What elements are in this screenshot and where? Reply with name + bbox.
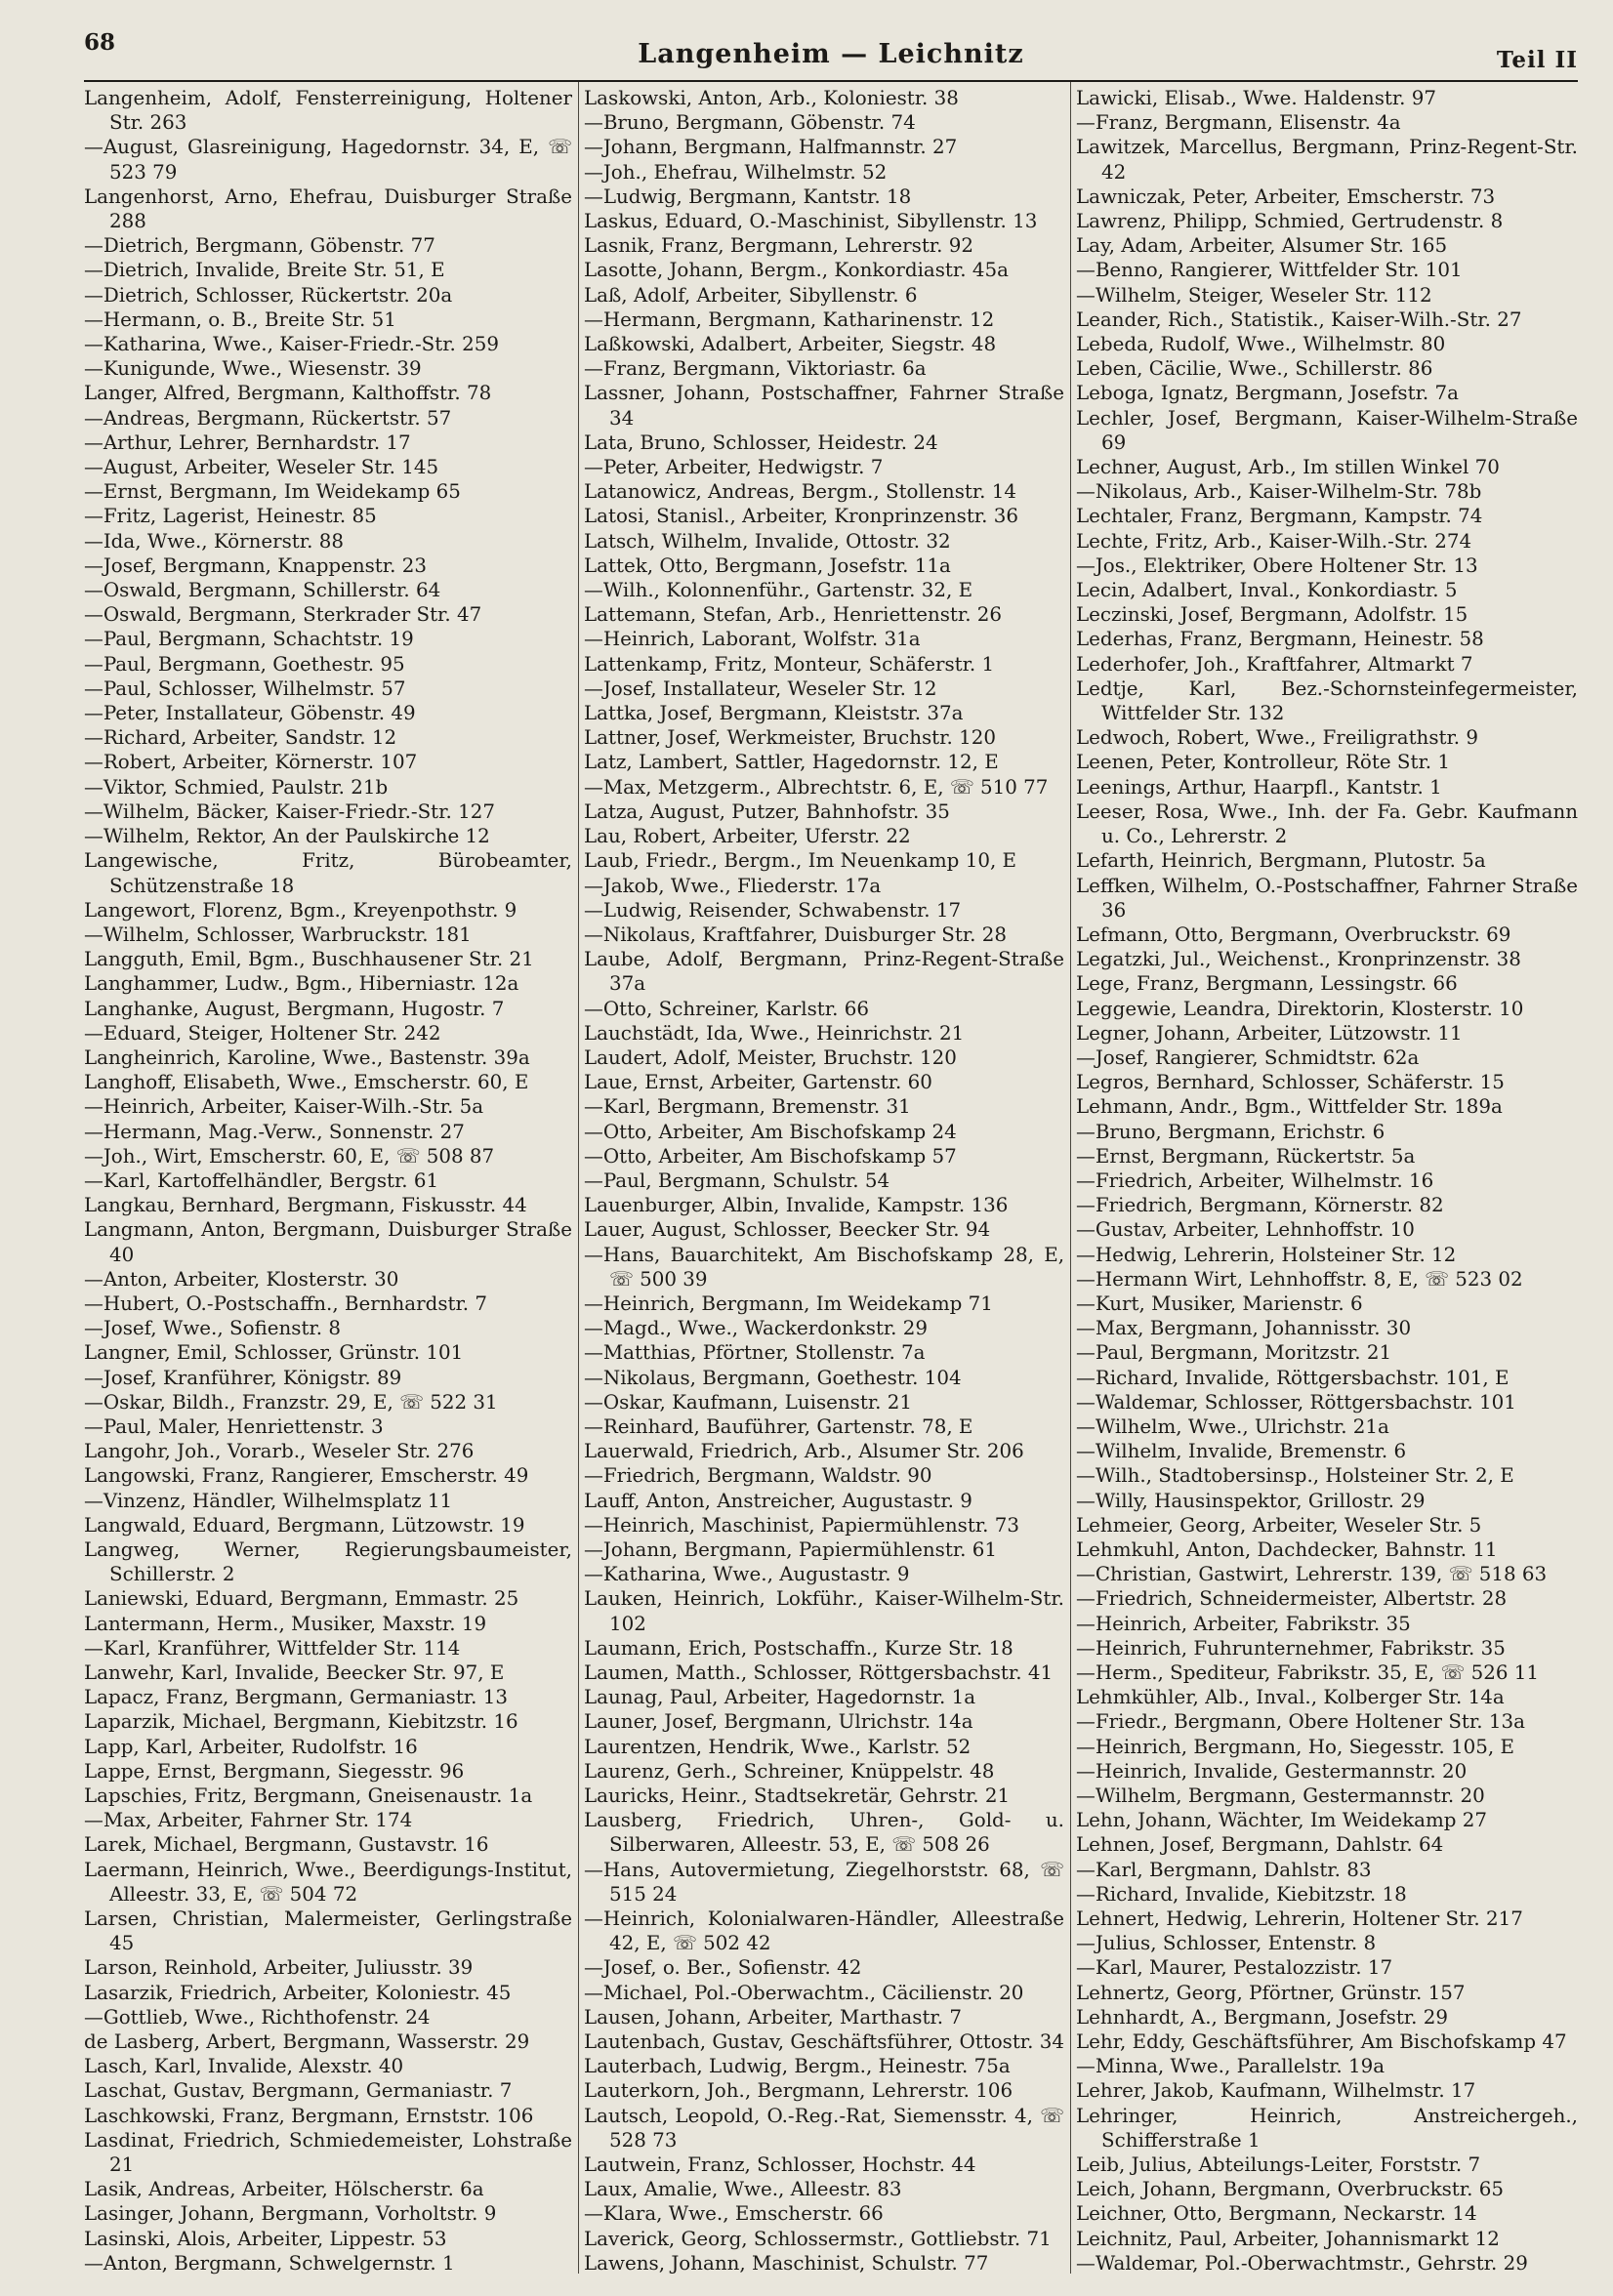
directory-entry: —Heinrich, Kolonialwaren-Händler, Alleestraße 42, E, ☏ 502 42	[584, 1907, 1064, 1955]
directory-entry: —Waldemar, Pol.-Oberwachtmstr., Gehrstr. 29	[1076, 2251, 1528, 2275]
directory-entry: Lattner, Josef, Werkmeister, Bruchstr. 120	[584, 726, 996, 750]
directory-entry: —Max, Arbeiter, Fahrner Str. 174	[84, 1809, 413, 1832]
directory-entry: —Josef, Kranführer, Königstr. 89	[84, 1366, 402, 1389]
directory-entry: —Richard, Invalide, Röttgersbachstr. 101, E	[1076, 1366, 1510, 1389]
directory-entry: —Hermann, Bergmann, Katharinenstr. 12	[584, 308, 995, 331]
directory-entry: —Johann, Bergmann, Halfmannstr. 27	[584, 136, 958, 159]
directory-entry: Lauerwald, Friedrich, Arb., Alsumer Str. 206	[584, 1440, 1024, 1463]
column-2	[584, 86, 1064, 2277]
directory-entry: Langewische, Fritz, Bürobeamter, Schützenstraße 18	[84, 849, 572, 897]
directory-entry: —Minna, Wwe., Parallelstr. 19a	[1076, 2055, 1386, 2078]
directory-entry: —Hans, Bauarchitekt, Am Bischofskamp 28, E, ☏ 500 39	[584, 1243, 1064, 1291]
directory-entry: Lattek, Otto, Bergmann, Josefstr. 11a	[584, 554, 951, 577]
directory-entry: —Paul, Bergmann, Schulstr. 54	[584, 1168, 890, 1192]
directory-entry: Lausen, Johann, Arbeiter, Marthastr. 7	[584, 2005, 962, 2029]
directory-entry: Leenen, Peter, Kontrolleur, Röte Str. 1	[1076, 751, 1451, 774]
directory-entry: Ledwoch, Robert, Wwe., Freiligrathstr. 9	[1076, 726, 1479, 750]
directory-entry: Lebeda, Rudolf, Wwe., Wilhelmstr. 80	[1076, 333, 1446, 356]
directory-entry: —Karl, Bergmann, Dahlstr. 83	[1076, 1858, 1372, 1881]
directory-entry: —Josef, Wwe., Sofienstr. 8	[84, 1317, 341, 1340]
directory-entry: Langowski, Franz, Rangierer, Emscherstr. 49	[84, 1464, 529, 1488]
directory-entry: —August, Glasreinigung, Hagedornstr. 34, E, ☏ 523 79	[84, 136, 572, 184]
directory-entry: Leib, Julius, Abteilungs-Leiter, Forststr. 7	[1076, 2153, 1481, 2177]
directory-entry: Lay, Adam, Arbeiter, Alsumer Str. 165	[1076, 234, 1448, 258]
directory-entry: Lehmkuhl, Anton, Dachdecker, Bahnstr. 11	[1076, 1538, 1498, 1561]
directory-entry: Langwald, Eduard, Bergmann, Lützowstr. 19	[84, 1513, 525, 1537]
directory-entry: Lawicki, Elisab., Wwe. Haldenstr. 97	[1076, 87, 1437, 109]
directory-entry: —Ernst, Bergmann, Im Weidekamp 65	[84, 480, 461, 504]
directory-entry: Lattka, Josef, Bergmann, Kleiststr. 37a	[584, 702, 964, 725]
directory-entry: Launer, Josef, Bergmann, Ulrichstr. 14a	[584, 1710, 973, 1734]
directory-entry: —Friedrich, Bergmann, Waldstr. 90	[584, 1464, 932, 1488]
directory-entry: Lawniczak, Peter, Arbeiter, Emscherstr. 73	[1076, 184, 1496, 208]
directory-entry: —Benno, Rangierer, Wittfelder Str. 101	[1076, 259, 1463, 282]
directory-entry: —Oskar, Kaufmann, Luisenstr. 21	[584, 1390, 913, 1414]
directory-entry: Lautenbach, Gustav, Geschäftsführer, Ottostr. 34	[584, 2030, 1064, 2054]
directory-entry: Lawrenz, Philipp, Schmied, Gertrudenstr. 8	[1076, 210, 1504, 233]
directory-entry: —Joh., Ehefrau, Wilhelmstr. 52	[584, 160, 888, 184]
directory-entry: Lattemann, Stefan, Arb., Henriettenstr. 26	[584, 603, 1003, 627]
directory-entry: Laumann, Erich, Postschaffn., Kurze Str. 18	[584, 1636, 1013, 1660]
directory-entry: —Dietrich, Bergmann, Göbenstr. 77	[84, 234, 435, 258]
directory-entry: Latanowicz, Andreas, Bergm., Stollenstr. 14	[584, 480, 1017, 504]
directory-entry: Laniewski, Eduard, Bergmann, Emmastr. 25	[84, 1587, 519, 1611]
directory-entry: —Dietrich, Schlosser, Rückertstr. 20a	[84, 283, 453, 307]
directory-entry: —Karl, Kartoffelhändler, Bergstr. 61	[84, 1168, 439, 1192]
directory-entry: Langenheim, Adolf, Fensterreinigung, Holtener Str. 263	[84, 87, 572, 135]
directory-entry: Laskowski, Anton, Arb., Koloniestr. 38	[584, 87, 959, 109]
directory-entry: —Heinrich, Bergmann, Ho, Siegesstr. 105, E	[1076, 1735, 1514, 1758]
directory-entry: Lecin, Adalbert, Inval., Konkordiastr. 5	[1076, 579, 1458, 602]
directory-entry: Laue, Ernst, Arbeiter, Gartenstr. 60	[584, 1071, 932, 1094]
directory-entry: —Christian, Gastwirt, Lehrerstr. 139, ☏ 518 63	[1076, 1563, 1548, 1586]
directory-entry: —August, Arbeiter, Weseler Str. 145	[84, 456, 439, 479]
directory-entry: Leczinski, Josef, Bergmann, Adolfstr. 15	[1076, 603, 1468, 627]
directory-entry: Lauchstädt, Ida, Wwe., Heinrichstr. 21	[584, 1021, 965, 1045]
directory-entry: —Wilhelm, Schlosser, Warbruckstr. 181	[84, 922, 472, 946]
directory-entry: —Katharina, Wwe., Kaiser-Friedr.-Str. 259	[84, 333, 500, 356]
directory-entry: —Friedrich, Arbeiter, Wilhelmstr. 16	[1076, 1168, 1434, 1192]
directory-entry: Langewort, Florenz, Bgm., Kreyenpothstr. 9	[84, 898, 517, 922]
directory-entry: Lege, Franz, Bergmann, Lessingstr. 66	[1076, 972, 1458, 996]
directory-entry: Larson, Reinhold, Arbeiter, Juliusstr. 39	[84, 1956, 474, 1980]
directory-entry: Lehnert, Hedwig, Lehrerin, Holtener Str. 217	[1076, 1907, 1523, 1931]
directory-entry: —Oskar, Bildh., Franzstr. 29, E, ☏ 522 31	[84, 1390, 498, 1414]
header-rule	[84, 80, 1578, 82]
directory-entry: Lauken, Heinrich, Lokführ., Kaiser-Wilhelm-Str. 102	[584, 1587, 1064, 1635]
directory-entry: Laparzik, Michael, Bergmann, Kiebitzstr. 16	[84, 1710, 518, 1734]
directory-entry: Lechner, August, Arb., Im stillen Winkel 70	[1076, 456, 1500, 479]
directory-entry: —Anton, Arbeiter, Klosterstr. 30	[84, 1267, 399, 1291]
directory-entry: —Joh., Wirt, Emscherstr. 60, E, ☏ 508 87	[84, 1144, 495, 1168]
directory-entry: —Wilhelm, Steiger, Weseler Str. 112	[1076, 283, 1432, 307]
directory-entry: Lederhas, Franz, Bergmann, Heinestr. 58	[1076, 628, 1484, 651]
directory-entry: Laurenz, Gerh., Schreiner, Knüppelstr. 48	[584, 1759, 995, 1783]
directory-entry: Laskus, Eduard, O.-Maschinist, Sibyllenstr. 13	[584, 210, 1038, 233]
directory-entry: —Herm., Spediteur, Fabrikstr. 35, E, ☏ 526 11	[1076, 1661, 1540, 1684]
directory-entry: —Willy, Hausinspektor, Grillostr. 29	[1076, 1489, 1426, 1512]
directory-entry: Langer, Alfred, Bergmann, Kalthoffstr. 78	[84, 382, 492, 405]
directory-entry: Lehn, Johann, Wächter, Im Weidekamp 27	[1076, 1809, 1488, 1832]
directory-entry: Laermann, Heinrich, Wwe., Beerdigungs-Institut, Alleestr. 33, E, ☏ 504 72	[84, 1858, 572, 1906]
directory-entry: Laß, Adolf, Arbeiter, Sibyllenstr. 6	[584, 283, 918, 307]
directory-entry: —Gustav, Arbeiter, Lehnhoffstr. 10	[1076, 1218, 1415, 1242]
directory-entry: Ledtje, Karl, Bez.-Schornsteinfegermeister, Wittfelder Str. 132	[1076, 676, 1578, 725]
directory-entry: Lehmann, Andr., Bgm., Wittfelder Str. 189a	[1076, 1095, 1503, 1119]
directory-entry: —Max, Metzgerm., Albrechtstr. 6, E, ☏ 510 77	[584, 775, 1049, 799]
directory-entry: —Richard, Arbeiter, Sandstr. 12	[84, 726, 397, 750]
directory-entry: Lapp, Karl, Arbeiter, Rudolfstr. 16	[84, 1735, 418, 1758]
directory-entry: —Ida, Wwe., Körnerstr. 88	[84, 529, 344, 553]
directory-entry: —Heinrich, Bergmann, Im Weidekamp 71	[584, 1292, 993, 1315]
directory-entry: —Wilh., Stadtobersinsp., Holsteiner Str. 2, E	[1076, 1464, 1514, 1488]
directory-entry: Leichnitz, Paul, Arbeiter, Johannismarkt 12	[1076, 2227, 1500, 2250]
directory-entry: —Wilhelm, Bäcker, Kaiser-Friedr.-Str. 127	[84, 800, 495, 823]
directory-entry: —Klara, Wwe., Emscherstr. 66	[584, 2202, 884, 2226]
directory-entry: Lasinger, Johann, Bergmann, Vorholtstr. 9	[84, 2202, 497, 2226]
directory-entry: —Jakob, Wwe., Fliederstr. 17a	[584, 874, 882, 897]
directory-entry: Lawens, Johann, Maschinist, Schulstr. 77	[584, 2251, 989, 2275]
directory-entry: Leben, Cäcilie, Wwe., Schillerstr. 86	[1076, 357, 1433, 381]
directory-entry: —Robert, Arbeiter, Körnerstr. 107	[84, 751, 418, 774]
directory-entry: Lasotte, Johann, Bergm., Konkordiastr. 45a	[584, 259, 1009, 282]
directory-entry: Latsch, Wilhelm, Invalide, Ottostr. 32	[584, 529, 951, 553]
directory-entry: —Wilhelm, Wwe., Ulrichstr. 21a	[1076, 1414, 1389, 1438]
directory-entry: —Anton, Bergmann, Schwelgernstr. 1	[84, 2251, 455, 2275]
directory-entry: —Paul, Bergmann, Goethestr. 95	[84, 652, 405, 676]
directory-entry: —Julius, Schlosser, Entenstr. 8	[1076, 1932, 1377, 1955]
column-divider	[578, 82, 579, 2274]
directory-entry: —Viktor, Schmied, Paulstr. 21b	[84, 775, 389, 799]
directory-entry: de Lasberg, Arbert, Bergmann, Wasserstr. 29	[84, 2030, 530, 2054]
directory-entry: Lauterbach, Ludwig, Bergm., Heinestr. 75a	[584, 2055, 1011, 2078]
directory-entry: —Hermann Wirt, Lehnhoffstr. 8, E, ☏ 523 02	[1076, 1267, 1523, 1291]
directory-entry: Langenhorst, Arno, Ehefrau, Duisburger Straße 288	[84, 184, 572, 233]
page-number: 68	[84, 29, 116, 56]
directory-entry: —Peter, Installateur, Göbenstr. 49	[84, 702, 416, 725]
directory-entry: Leboga, Ignatz, Bergmann, Josefstr. 7a	[1076, 382, 1459, 405]
directory-entry: Laub, Friedr., Bergm., Im Neuenkamp 10, E	[584, 849, 1017, 873]
directory-entry: —Oswald, Bergmann, Sterkrader Str. 47	[84, 603, 482, 627]
page-title: Langenheim — Leichnitz	[638, 39, 1024, 69]
directory-entry: Laschkowski, Franz, Bergmann, Ernststr. 106	[84, 2104, 534, 2127]
directory-entry: —Jos., Elektriker, Obere Holtener Str. 13	[1076, 554, 1478, 577]
directory-entry: Lautsch, Leopold, O.-Reg.-Rat, Siemensstr. 4, ☏ 528 73	[584, 2104, 1064, 2152]
directory-entry: —Kurt, Musiker, Marienstr. 6	[1076, 1292, 1363, 1315]
column-3	[1076, 86, 1578, 2277]
directory-entry: —Hermann, o. B., Breite Str. 51	[84, 308, 396, 331]
directory-entry: Langohr, Joh., Vorarb., Weseler Str. 276	[84, 1440, 475, 1463]
directory-entry: Lasch, Karl, Invalide, Alexstr. 40	[84, 2055, 404, 2078]
directory-entry: Lauterkorn, Joh., Bergmann, Lehrerstr. 106	[584, 2079, 1013, 2103]
directory-entry: Lantermann, Herm., Musiker, Maxstr. 19	[84, 1612, 487, 1635]
directory-entry: —Ludwig, Bergmann, Kantstr. 18	[584, 184, 912, 208]
directory-entry: Lasinski, Alois, Arbeiter, Lippestr. 53	[84, 2227, 447, 2250]
directory-entry: Langheinrich, Karoline, Wwe., Bastenstr. 39a	[84, 1046, 530, 1069]
directory-entry: Lawitzek, Marcellus, Bergmann, Prinz-Regent-Str. 42	[1076, 136, 1578, 184]
directory-entry: Lautwein, Franz, Schlosser, Hochstr. 44	[584, 2153, 976, 2177]
directory-entry: Lata, Bruno, Schlosser, Heidestr. 24	[584, 430, 938, 454]
directory-entry: —Heinrich, Maschinist, Papiermühlenstr. 73	[584, 1513, 1019, 1537]
directory-entry: Lauff, Anton, Anstreicher, Augustastr. 9	[584, 1489, 972, 1512]
directory-entry: Lehnertz, Georg, Pförtner, Grünstr. 157	[1076, 1981, 1466, 2004]
directory-entry: Lasnik, Franz, Bergmann, Lehrerstr. 92	[584, 234, 973, 258]
directory-entry: Latosi, Stanisl., Arbeiter, Kronprinzenstr. 36	[584, 505, 1018, 528]
directory-entry: Lappe, Ernst, Bergmann, Siegesstr. 96	[84, 1759, 465, 1783]
directory-entry: —Wilhelm, Invalide, Bremenstr. 6	[1076, 1440, 1407, 1463]
directory-entry: —Nikolaus, Arb., Kaiser-Wilhelm-Str. 78b	[1076, 480, 1482, 504]
directory-entry: Leander, Rich., Statistik., Kaiser-Wilh.-Str. 27	[1076, 308, 1522, 331]
column-1	[84, 86, 572, 2277]
directory-entry: —Kunigunde, Wwe., Wiesenstr. 39	[84, 357, 422, 381]
directory-entry: Laudert, Adolf, Meister, Bruchstr. 120	[584, 1046, 957, 1069]
directory-entry: Langkau, Bernhard, Bergmann, Fiskusstr. 44	[84, 1194, 527, 1217]
directory-entry: Lehmeier, Georg, Arbeiter, Weseler Str. 5	[1076, 1513, 1482, 1537]
directory-entry: Laverick, Georg, Schlossermstr., Gottliebstr. 71	[584, 2227, 1052, 2250]
directory-entry: —Heinrich, Arbeiter, Kaiser-Wilh.-Str. 5a	[84, 1095, 484, 1119]
directory-entry: Leeser, Rosa, Wwe., Inh. der Fa. Gebr. Kaufmann u. Co., Lehrerstr. 2	[1076, 800, 1578, 848]
directory-entry: —Reinhard, Bauführer, Gartenstr. 78, E	[584, 1414, 973, 1438]
directory-entry: —Gottlieb, Wwe., Richthofenstr. 24	[84, 2005, 431, 2029]
directory-entry: —Andreas, Bergmann, Rückertstr. 57	[84, 406, 452, 430]
directory-entry: Legros, Bernhard, Schlosser, Schäferstr. 15	[1076, 1071, 1505, 1094]
directory-entry: Lechtaler, Franz, Bergmann, Kampstr. 74	[1076, 505, 1483, 528]
directory-entry: —Josef, Rangierer, Schmidtstr. 62a	[1076, 1046, 1420, 1069]
directory-entry: Latza, August, Putzer, Bahnhofstr. 35	[584, 800, 950, 823]
directory-entry: —Karl, Kranführer, Wittfelder Str. 114	[84, 1636, 461, 1660]
directory-entry: —Wilhelm, Bergmann, Gestermannstr. 20	[1076, 1784, 1485, 1808]
directory-entry: Legner, Johann, Arbeiter, Lützowstr. 11	[1076, 1021, 1463, 1045]
directory-entry: —Hubert, O.-Postschaffn., Bernhardstr. 7	[84, 1292, 488, 1315]
directory-entry: —Josef, Bergmann, Knappenstr. 23	[84, 554, 427, 577]
directory-entry: Leich, Johann, Bergmann, Overbruckstr. 65	[1076, 2178, 1504, 2201]
directory-entry: —Heinrich, Invalide, Gestermannstr. 20	[1076, 1759, 1468, 1783]
directory-entry: —Hans, Autovermietung, Ziegelhorststr. 68, ☏ 515 24	[584, 1858, 1064, 1906]
directory-entry: Laßkowski, Adalbert, Arbeiter, Siegstr. 48	[584, 333, 997, 356]
directory-entry: —Karl, Bergmann, Bremenstr. 31	[584, 1095, 911, 1119]
directory-entry: Lehnhardt, A., Bergmann, Josefstr. 29	[1076, 2005, 1448, 2029]
directory-entry: —Magd., Wwe., Wackerdonkstr. 29	[584, 1317, 929, 1340]
directory-entry: —Vinzenz, Händler, Wilhelmsplatz 11	[84, 1489, 453, 1512]
directory-entry: —Ernst, Bergmann, Rückertstr. 5a	[1076, 1144, 1416, 1168]
directory-entry: —Paul, Schlosser, Wilhelmstr. 57	[84, 676, 406, 700]
directory-entry: —Michael, Pol.-Oberwachtm., Cäcilienstr. 20	[584, 1981, 1024, 2004]
directory-entry: Langhoff, Elisabeth, Wwe., Emscherstr. 60, E	[84, 1071, 529, 1094]
directory-entry: —Hermann, Mag.-Verw., Sonnenstr. 27	[84, 1120, 465, 1143]
directory-entry: Lattenkamp, Fritz, Monteur, Schäferstr. 1	[584, 652, 995, 676]
directory-entry: Langmann, Anton, Bergmann, Duisburger Straße 40	[84, 1218, 572, 1266]
directory-entry: Latz, Lambert, Sattler, Hagedornstr. 12, E	[584, 751, 999, 774]
directory-entry: —Otto, Schreiner, Karlstr. 66	[584, 997, 869, 1020]
directory-entry: Lanwehr, Karl, Invalide, Beecker Str. 97, E	[84, 1661, 505, 1684]
directory-entry: Lehringer, Heinrich, Anstreichergeh., Schifferstraße 1	[1076, 2104, 1578, 2152]
directory-entry: —Richard, Invalide, Kiebitzstr. 18	[1076, 1882, 1407, 1906]
directory-entry: Langhammer, Ludw., Bgm., Hiberniastr. 12a	[84, 972, 519, 996]
page-header	[84, 21, 1578, 80]
directory-entry: Lapacz, Franz, Bergmann, Germaniastr. 13	[84, 1686, 509, 1709]
directory-entry: Larsen, Christian, Malermeister, Gerlingstraße 45	[84, 1907, 572, 1955]
directory-entry: Lasik, Andreas, Arbeiter, Hölscherstr. 6a	[84, 2178, 484, 2201]
directory-entry: —Karl, Maurer, Pestalozzistr. 17	[1076, 1956, 1393, 1980]
directory-entry: Lapschies, Fritz, Bergmann, Gneisenaustr. 1a	[84, 1784, 533, 1808]
directory-entry: Lassner, Johann, Postschaffner, Fahrner Straße 34	[584, 382, 1064, 430]
directory-entry: Lauer, August, Schlosser, Beecker Str. 94	[584, 1218, 991, 1242]
directory-entry: Lehr, Eddy, Geschäftsführer, Am Bischofskamp 47	[1076, 2030, 1567, 2054]
directory-entry: —Franz, Bergmann, Elisenstr. 4a	[1076, 111, 1401, 135]
directory-entry: Lauricks, Heinr., Stadtsekretär, Gehrstr. 21	[584, 1784, 1011, 1808]
directory-entry: Lefarth, Heinrich, Bergmann, Plutostr. 5a	[1076, 849, 1486, 873]
directory-entry: Laube, Adolf, Bergmann, Prinz-Regent-Straße 37a	[584, 948, 1064, 996]
directory-entry: —Franz, Bergmann, Viktoriastr. 6a	[584, 357, 927, 381]
directory-entry: Langhanke, August, Bergmann, Hugostr. 7	[84, 997, 505, 1020]
directory-entry: —Josef, o. Ber., Sofienstr. 42	[584, 1956, 862, 1980]
directory-entry: Leggewie, Leandra, Direktorin, Klosterstr. 10	[1076, 997, 1524, 1020]
directory-entry: Lehmkühler, Alb., Inval., Kolberger Str. 14a	[1076, 1686, 1505, 1709]
directory-entry: Legatzki, Jul., Weichenst., Kronprinzenstr. 38	[1076, 948, 1521, 971]
directory-entry: —Hedwig, Lehrerin, Holsteiner Str. 12	[1076, 1243, 1457, 1266]
directory-entry: —Heinrich, Laborant, Wolfstr. 31a	[584, 628, 921, 651]
directory-entry: —Max, Bergmann, Johannisstr. 30	[1076, 1317, 1412, 1340]
directory-entry: Lasarzik, Friedrich, Arbeiter, Koloniestr. 45	[84, 1981, 512, 2004]
directory-entry: Larek, Michael, Bergmann, Gustavstr. 16	[84, 1833, 489, 1857]
directory-entry: —Otto, Arbeiter, Am Bischofskamp 57	[584, 1144, 957, 1168]
directory-entry: —Friedrich, Schneidermeister, Albertstr. 28	[1076, 1587, 1508, 1611]
directory-entry: —Waldemar, Schlosser, Röttgersbachstr. 101	[1076, 1390, 1516, 1414]
directory-entry: Langguth, Emil, Bgm., Buschhausener Str. 21	[84, 948, 534, 971]
directory-entry: Lasdinat, Friedrich, Schmiedemeister, Lohstraße 21	[84, 2128, 572, 2177]
directory-entry: Laschat, Gustav, Bergmann, Germaniastr. 7	[84, 2079, 513, 2103]
directory-entry: —Heinrich, Fuhrunternehmer, Fabrikstr. 35	[1076, 1636, 1506, 1660]
directory-entry: Lehnen, Josef, Bergmann, Dahlstr. 64	[1076, 1833, 1444, 1857]
directory-entry: —Fritz, Lagerist, Heinestr. 85	[84, 505, 377, 528]
directory-entry: —Bruno, Bergmann, Göbenstr. 74	[584, 111, 916, 135]
directory-entry: —Peter, Arbeiter, Hedwigstr. 7	[584, 456, 884, 479]
directory-entry: —Katharina, Wwe., Augustastr. 9	[584, 1563, 910, 1586]
directory-entry: —Arthur, Lehrer, Bernhardstr. 17	[84, 430, 411, 454]
directory-entry: Lederhofer, Joh., Kraftfahrer, Altmarkt 7	[1076, 652, 1473, 676]
directory-entry: —Nikolaus, Kraftfahrer, Duisburger Str. 28	[584, 922, 1008, 946]
directory-entry: Leffken, Wilhelm, O.-Postschaffner, Fahrner Straße 36	[1076, 874, 1578, 922]
directory-entry: —Johann, Bergmann, Papiermühlenstr. 61	[584, 1538, 998, 1561]
directory-entry: —Ludwig, Reisender, Schwabenstr. 17	[584, 898, 962, 922]
directory-entry: Launag, Paul, Arbeiter, Hagedornstr. 1a	[584, 1686, 976, 1709]
directory-entry: Lechte, Fritz, Arb., Kaiser-Wilh.-Str. 274	[1076, 529, 1472, 553]
directory-entry: —Paul, Bergmann, Moritzstr. 21	[1076, 1341, 1392, 1365]
directory-entry: —Matthias, Pförtner, Stollenstr. 7a	[584, 1341, 926, 1365]
directory-entry: Lehrer, Jakob, Kaufmann, Wilhelmstr. 17	[1076, 2079, 1476, 2103]
directory-entry: —Otto, Arbeiter, Am Bischofskamp 24	[584, 1120, 957, 1143]
directory-entry: Lechler, Josef, Bergmann, Kaiser-Wilhelm-Straße 69	[1076, 406, 1578, 454]
directory-entry: —Heinrich, Arbeiter, Fabrikstr. 35	[1076, 1612, 1411, 1635]
directory-entry: Laurentzen, Hendrik, Wwe., Karlstr. 52	[584, 1735, 972, 1758]
directory-entry: Laumen, Matth., Schlosser, Röttgersbachstr. 41	[584, 1661, 1054, 1684]
directory-entry: —Paul, Bergmann, Schachtstr. 19	[84, 628, 414, 651]
directory-entry: —Oswald, Bergmann, Schillerstr. 64	[84, 579, 441, 602]
directory-entry: —Wilh., Kolonnenführ., Gartenstr. 32, E	[584, 579, 973, 602]
directory-entry: Laux, Amalie, Wwe., Alleestr. 83	[584, 2178, 902, 2201]
directory-entry: —Paul, Maler, Henriettenstr. 3	[84, 1414, 384, 1438]
directory-entry: Lefmann, Otto, Bergmann, Overbruckstr. 69	[1076, 922, 1511, 946]
directory-entry: —Josef, Installateur, Weseler Str. 12	[584, 676, 937, 700]
directory-entry: —Nikolaus, Bergmann, Goethestr. 104	[584, 1366, 962, 1389]
section-label: Teil II	[1496, 47, 1578, 73]
directory-entry: Leenings, Arthur, Haarpfl., Kantstr. 1	[1076, 775, 1442, 799]
directory-entry: —Friedr., Bergmann, Obere Holtener Str. 13a	[1076, 1710, 1525, 1734]
directory-entry: —Dietrich, Invalide, Breite Str. 51, E	[84, 259, 445, 282]
directory-entry: Langweg, Werner, Regierungsbaumeister, Schillerstr. 2	[84, 1538, 572, 1586]
directory-entry: Lauenburger, Albin, Invalide, Kampstr. 136	[584, 1194, 1009, 1217]
directory-entry: —Eduard, Steiger, Holtener Str. 242	[84, 1021, 441, 1045]
directory-entry: —Wilhelm, Rektor, An der Paulskirche 12	[84, 825, 490, 848]
directory-entry: Langner, Emil, Schlosser, Grünstr. 101	[84, 1341, 464, 1365]
directory-entry: Lausberg, Friedrich, Uhren-, Gold- u. Silberwaren, Alleestr. 53, E, ☏ 508 26	[584, 1809, 1064, 1857]
directory-entry: Lau, Robert, Arbeiter, Uferstr. 22	[584, 825, 911, 848]
directory-entry: —Friedrich, Bergmann, Körnerstr. 82	[1076, 1194, 1444, 1217]
directory-entry: —Bruno, Bergmann, Erichstr. 6	[1076, 1120, 1386, 1143]
directory-entry: Leichner, Otto, Bergmann, Neckarstr. 14	[1076, 2202, 1477, 2226]
column-divider	[1070, 82, 1071, 2274]
